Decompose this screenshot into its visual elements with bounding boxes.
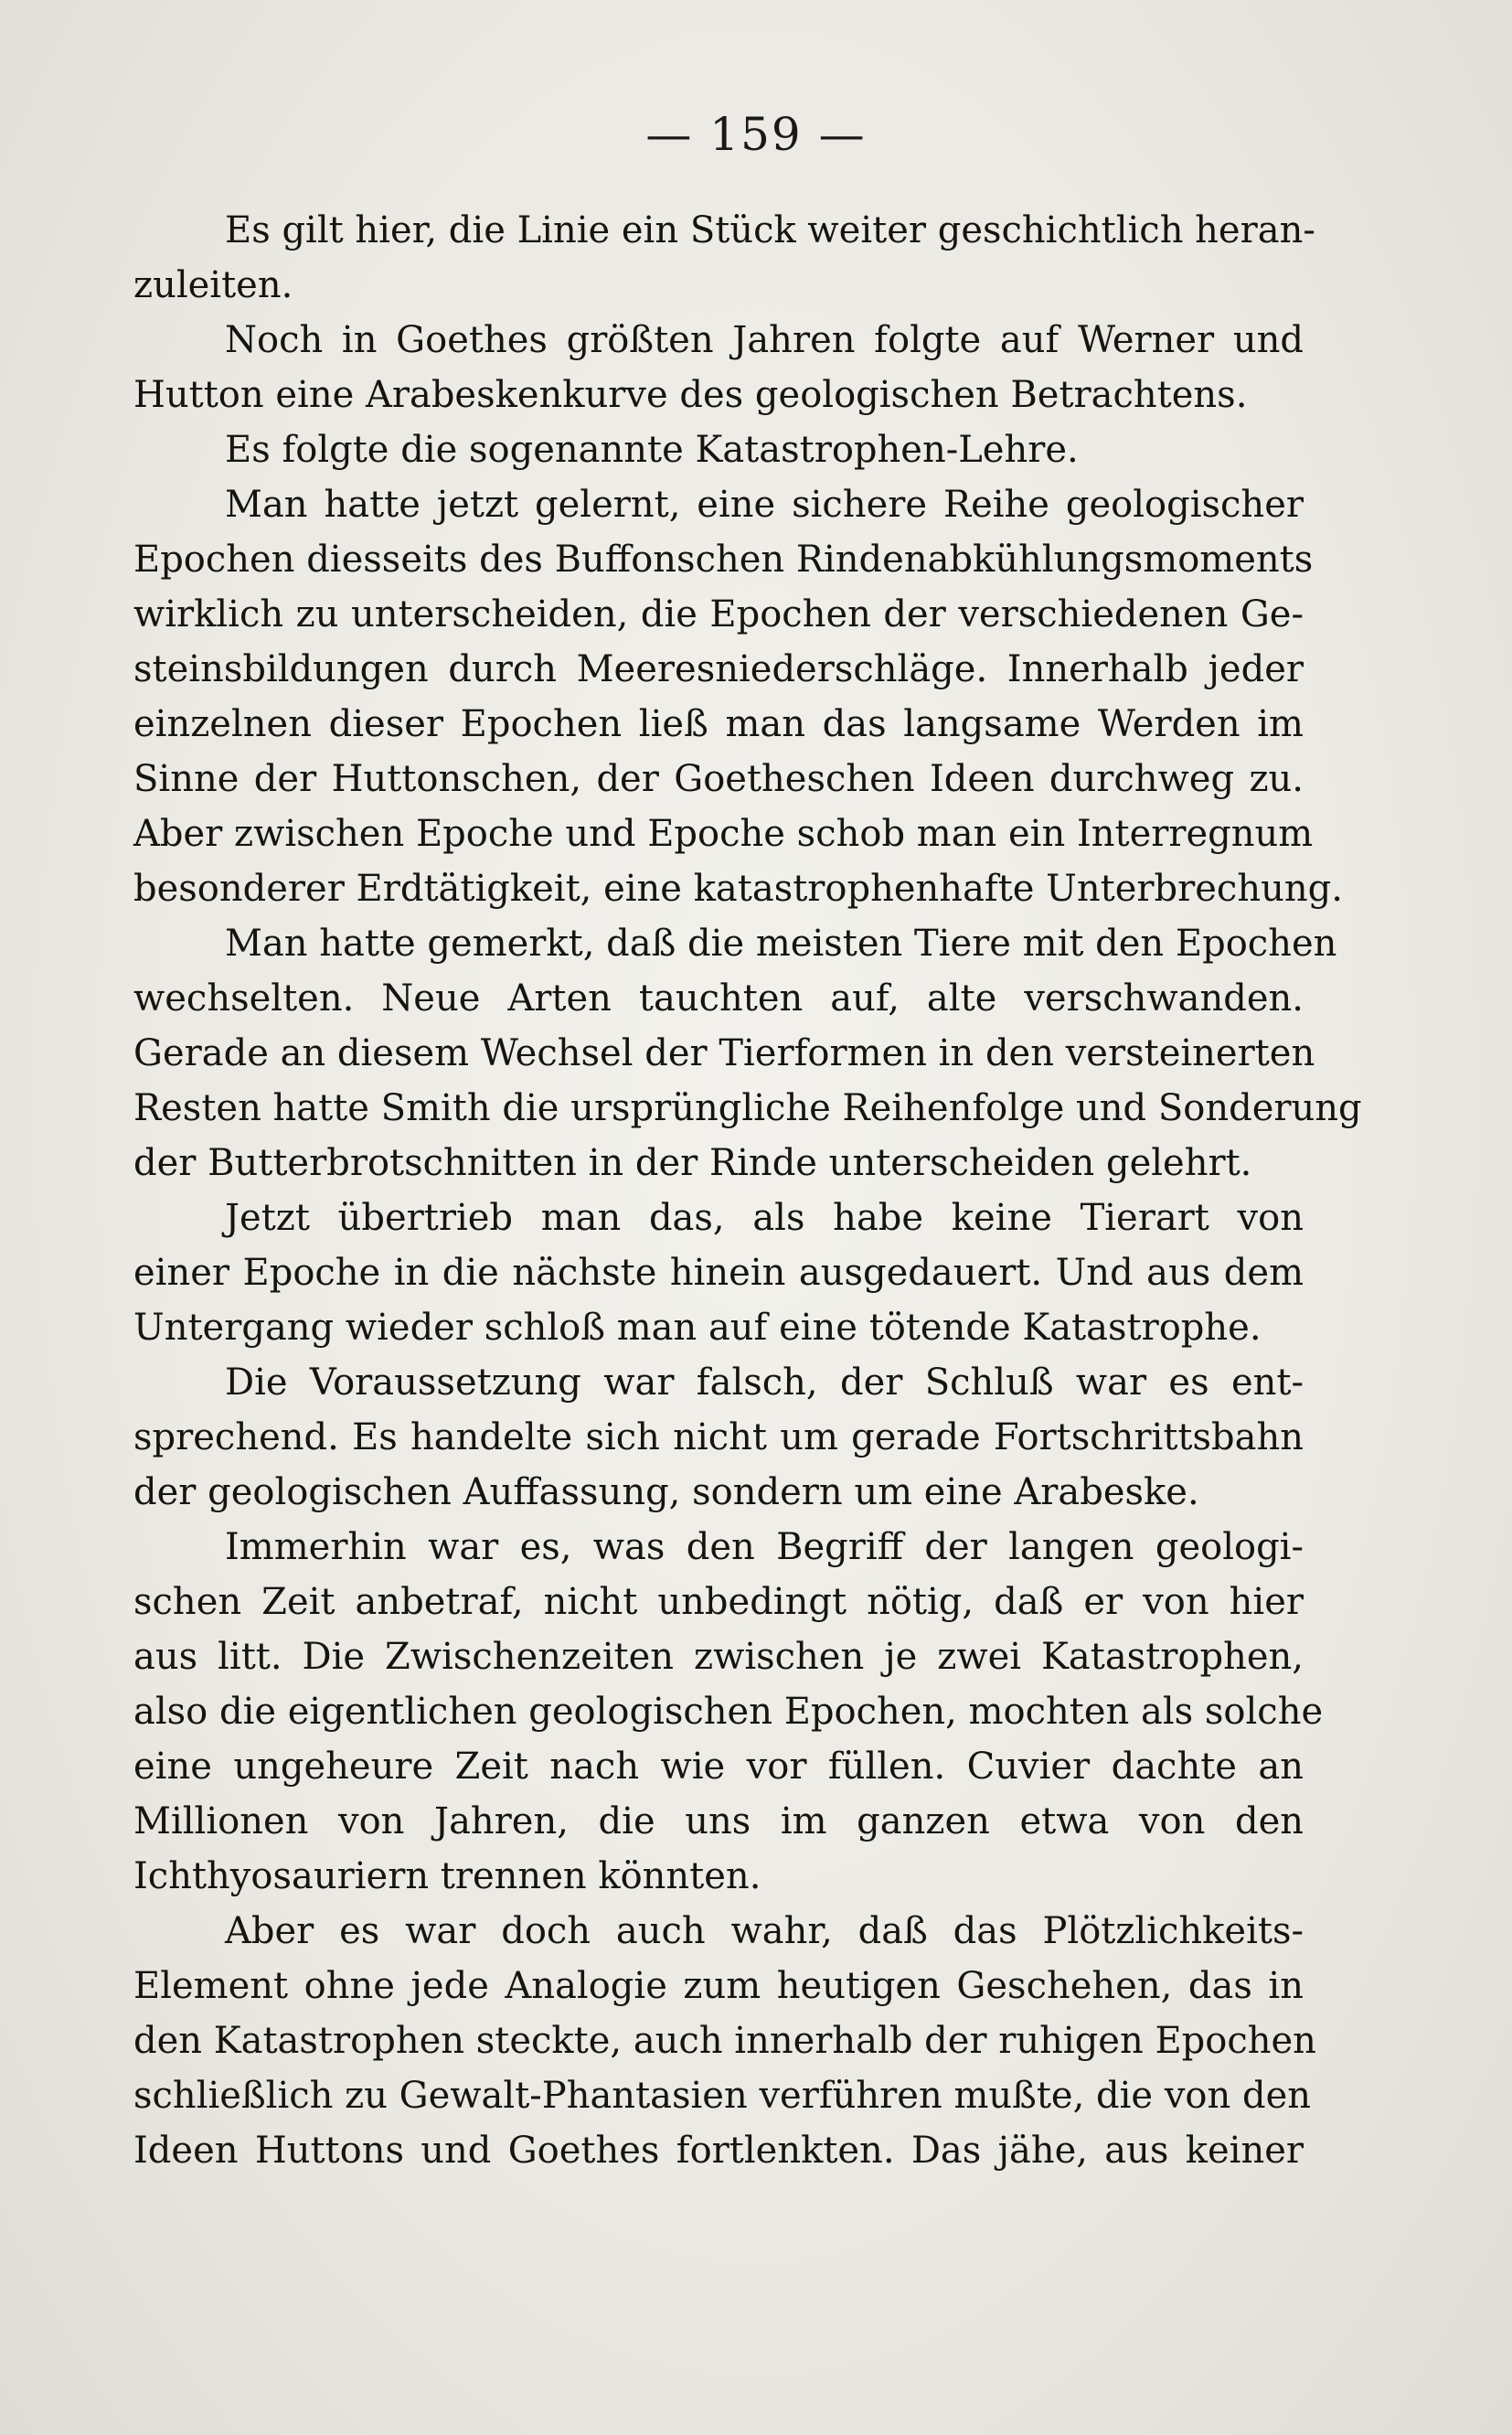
text-line: Gerade an diesem Wechsel der Tierformen in den versteinerten <box>133 1032 1315 1074</box>
text-line: Epochen diesseits des Buffonschen Rindenabkühlungsmoments <box>133 539 1314 581</box>
text-line: Element ohne jede Analogie zum heutigen Geschehen, das in <box>133 1965 1304 2007</box>
text-line: Es folgte die sogenannte Katastrophen-Lehre. <box>225 429 1079 471</box>
text-line: Ichthyosauriern trennen könnten. <box>133 1855 761 1897</box>
text-line: Jetzt übertrieb man das, als habe keine Tierart von <box>225 1197 1304 1239</box>
text-line: schen Zeit anbetraf, nicht unbedingt nötig, daß er von hier <box>133 1581 1304 1623</box>
text-line: Resten hatte Smith die ursprüngliche Reihenfolge und Sonderung <box>133 1087 1362 1129</box>
text-line: einer Epoche in die nächste hinein ausgedauert. Und aus dem <box>133 1252 1304 1294</box>
paragraph <box>133 477 1343 916</box>
text-line: Immerhin war es, was den Begriff der langen geologi- <box>225 1526 1304 1568</box>
text-line: Untergang wieder schloß man auf eine tötende Katastrophe. <box>133 1307 1262 1349</box>
text-line: Es gilt hier, die Linie ein Stück weiter geschichtlich heran- <box>225 209 1315 251</box>
text-line: wechselten. Neue Arten tauchten auf, alte verschwanden. <box>133 977 1304 1020</box>
paragraph <box>133 1355 1304 1520</box>
text-line: Hutton eine Arabeskenkurve des geologischen Betrachtens. <box>133 374 1248 416</box>
text-line: sprechend. Es handelte sich nicht um gerade Fortschrittsbahn <box>133 1416 1304 1458</box>
text-line: der geologischen Auffassung, sondern um eine Arabeske. <box>133 1471 1199 1513</box>
paragraph <box>133 422 1304 477</box>
text-line: Man hatte gemerkt, daß die meisten Tiere mit den Epochen <box>225 923 1337 965</box>
text-line: steinsbildungen durch Meeresniederschläge. Innerhalb jeder <box>133 648 1304 690</box>
text-line: Ideen Huttons und Goethes fortlenkten. Das jähe, aus keiner <box>133 2130 1304 2172</box>
text-line: Man hatte jetzt gelernt, eine sichere Reihe geologischer <box>225 484 1304 526</box>
text-line: Millionen von Jahren, die uns im ganzen etwa von den <box>133 1800 1304 1842</box>
paragraph <box>133 916 1362 1191</box>
text-line: den Katastrophen steckte, auch innerhalb der ruhigen Epochen <box>133 2020 1316 2062</box>
text-line: also die eigentlichen geologischen Epochen, mochten als solche <box>133 1691 1324 1733</box>
paragraph <box>133 313 1304 422</box>
text-line: besonderer Erdtätigkeit, eine katastrophenhafte Unterbrechung. <box>133 868 1343 910</box>
text-line: Die Voraussetzung war falsch, der Schluß war es ent- <box>225 1362 1304 1404</box>
text-line: Aber es war doch auch wahr, daß das Plötzlichkeits- <box>225 1910 1304 1952</box>
text-line: einzelnen dieser Epochen ließ man das langsame Werden im <box>133 703 1304 745</box>
text-line: Aber zwischen Epoche und Epoche schob man ein Interregnum <box>133 813 1314 855</box>
page-number: — 159 — <box>645 108 867 161</box>
text-line: aus litt. Die Zwischenzeiten zwischen je zwei Katastrophen, <box>133 1636 1304 1678</box>
body-text <box>133 203 1362 2178</box>
paragraph <box>133 1191 1304 1355</box>
paragraph <box>133 1904 1316 2178</box>
text-line: Noch in Goethes größten Jahren folgte auf Werner und <box>225 319 1304 361</box>
text-line: Sinne der Huttonschen, der Goetheschen Ideen durchweg zu. <box>133 758 1304 800</box>
text-line: wirklich zu unterscheiden, die Epochen der verschiedenen Ge- <box>133 593 1304 635</box>
text-line: der Butterbrotschnitten in der Rinde unterscheiden gelehrt. <box>133 1142 1252 1184</box>
paragraph <box>133 1520 1324 1904</box>
text-line: schließlich zu Gewalt-Phantasien verführen mußte, die von den <box>133 2075 1312 2117</box>
paragraph <box>133 203 1315 313</box>
text-line: eine ungeheure Zeit nach wie vor füllen. Cuvier dachte an <box>133 1746 1304 1788</box>
text-line: zuleiten. <box>133 264 293 306</box>
